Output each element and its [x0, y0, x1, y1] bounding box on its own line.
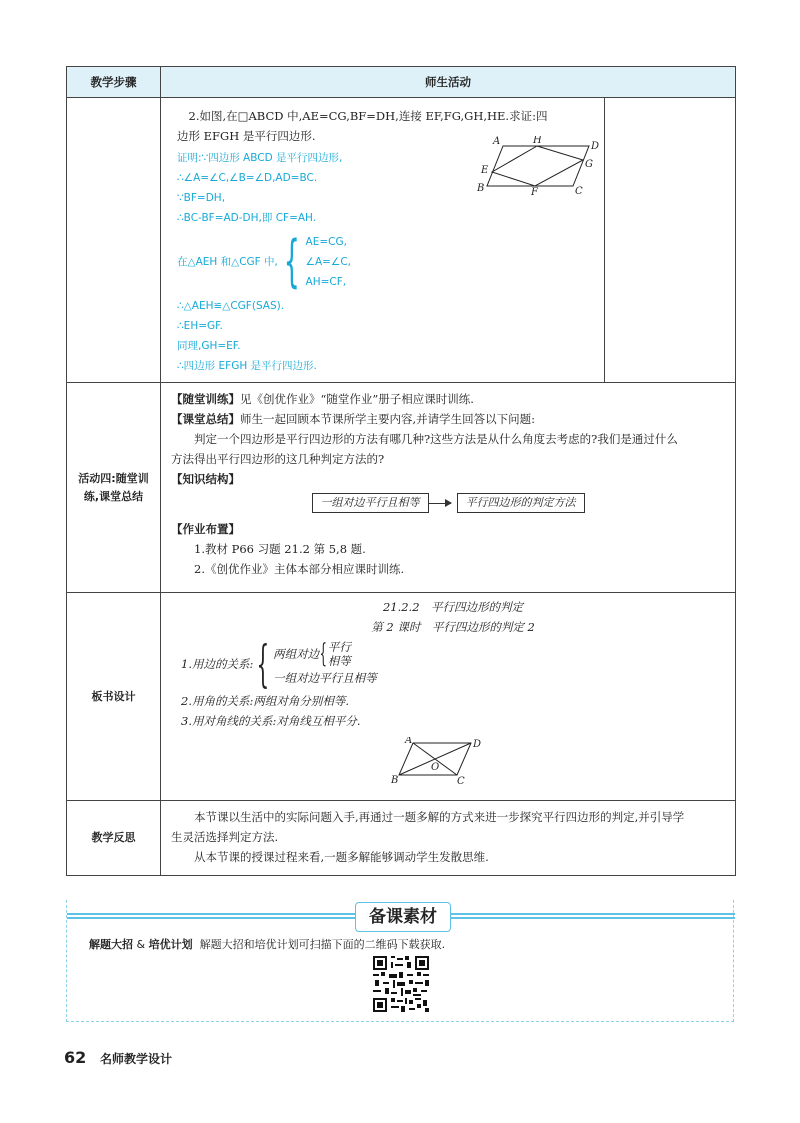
structure-arrow-icon: [429, 503, 451, 504]
parallelogram-diagonals-figure: [391, 737, 481, 785]
system-line: AH=CF,: [305, 276, 347, 288]
label-b: B: [477, 183, 485, 194]
proof-line: 证明:∵四边形 ABCD 是平行四边形,: [177, 152, 343, 164]
activity4-label: 活动四:随堂训练,课堂总结: [67, 383, 161, 592]
label-a: A: [493, 136, 501, 147]
header-activity: 师生活动: [425, 75, 471, 89]
system-prefix: 在△AEH 和△CGF 中,: [177, 256, 278, 268]
header-steps: 教学步骤: [67, 67, 161, 97]
question-line-2: 边形 EFGH 是平行四边形.: [177, 129, 316, 143]
parallelogram-efgh-figure: [477, 136, 601, 196]
sub-parallel: 平行: [327, 640, 351, 654]
qr-code-icon[interactable]: [373, 956, 429, 1012]
label-d: D: [473, 739, 481, 750]
label-e: E: [481, 165, 489, 176]
prep-description: 解题大招和培优计划可扫描下面的二维码下载获取.: [199, 938, 446, 951]
structure-box-condition: 一组对边平行且相等: [312, 493, 429, 513]
homework-item: 1.教材 P66 习题 21.2 第 5,8 题.: [194, 542, 366, 556]
left-brace: {: [283, 229, 300, 294]
board-item-3: 3.用对角线的关系:对角线互相平分.: [181, 714, 361, 728]
tree-brace: {: [256, 635, 270, 693]
prep-title: 备课素材: [355, 902, 451, 932]
question-line-1: 2.如图,在□ABCD 中,AE=CG,BF=DH,连接 EF,FG,GH,HE.求证:四: [188, 109, 548, 123]
board-content: [161, 593, 735, 800]
sub-brace: {: [319, 639, 328, 669]
structure-box-method: 平行四边形的判定方法: [457, 493, 585, 513]
proof-cell: [161, 98, 605, 382]
knowledge-structure: [171, 493, 725, 513]
item1-prefix: 1.用边的关系:: [181, 657, 254, 671]
proof-row: [67, 97, 735, 382]
homework-item: 2.《创优作业》主体本部分相应课时训练.: [194, 562, 405, 576]
label-a: A: [405, 737, 413, 746]
label-h: H: [533, 136, 542, 146]
system-line: AE=CG,: [305, 236, 347, 248]
practice-tag: 【随堂训练】: [171, 392, 240, 406]
page-number: 62: [64, 1048, 87, 1067]
proof-line: ∵BF=DH,: [177, 192, 226, 204]
reflection-line-2: 生灵活选择判定方法.: [171, 830, 279, 844]
system-line: ∠A=∠C,: [305, 256, 352, 268]
branch-one-pair: 一组对边平行且相等: [273, 671, 377, 685]
prep-label-1: 解题大招: [89, 938, 133, 951]
label-c: C: [575, 186, 583, 196]
proof-side-cell: [605, 98, 735, 382]
reflection-line-3: 从本节课的授课过程来看,一题多解能够调动学生发散思维.: [194, 850, 489, 864]
label-c: C: [457, 776, 465, 785]
summary-line: [171, 409, 725, 429]
summary-text: 师生一起回顾本节课所学主要内容,并请学生回答以下问题:: [240, 412, 536, 426]
summary-question-1: 判定一个四边形是平行四边形的方法有哪几种?这些方法是从什么角度去考虑的?我们是通过什么: [194, 432, 678, 446]
branch-two-pairs: 两组对边: [273, 647, 320, 661]
proof-line: ∴BC-BF=AD-DH,即 CF=AH.: [177, 212, 317, 224]
proof-line: ∴EH=GF.: [177, 320, 223, 332]
reflection-row: [67, 800, 735, 875]
activity4-row: [67, 382, 735, 592]
summary-tag: 【课堂总结】: [171, 412, 240, 426]
proof-line: ∴四边形 EFGH 是平行四边形.: [177, 360, 317, 372]
summary-question-2: 方法得出平行四边形的这几种判定方法的?: [171, 452, 385, 466]
proof-row-label: [67, 98, 161, 382]
side-relation-tree: [181, 637, 725, 691]
homework-tag: 【作业布置】: [171, 522, 240, 536]
board-title-2: 第 2 课时 平行四边形的判定 2: [371, 620, 535, 634]
sub-equal: 相等: [327, 654, 351, 668]
label-f: F: [531, 187, 538, 196]
board-title-1: 21.2.2 平行四边形的判定: [382, 600, 524, 614]
practice-text: 见《创优作业》“随堂作业”册子相应课时训练.: [240, 392, 474, 406]
proof-line: 同理,GH=EF.: [177, 340, 241, 352]
label-o: O: [431, 762, 440, 773]
practice-line: [171, 389, 725, 409]
prep-materials-box: [66, 900, 734, 1022]
label-d: D: [591, 141, 600, 152]
reflection-line-1: 本节课以生活中的实际问题入手,再通过一题多解的方式来进一步探究平行四边形的判定,并引导学: [194, 810, 685, 824]
proof-line: ∴△AEH≌△CGF(SAS).: [177, 300, 285, 312]
board-item-2: 2.用角的关系:两组对角分别相等.: [181, 694, 350, 708]
book-title: 名师教学设计: [100, 1052, 173, 1066]
activity4-content: [161, 383, 735, 592]
prep-label-2: 培优计划: [148, 938, 193, 951]
prep-amp: &: [136, 938, 146, 951]
board-row: [67, 592, 735, 800]
congruence-system: [177, 230, 594, 294]
lesson-table: [66, 66, 736, 876]
structure-tag: 【知识结构】: [171, 472, 240, 486]
prep-text: [89, 936, 445, 952]
reflection-content: [161, 801, 735, 875]
label-b: B: [391, 775, 399, 785]
reflection-label: 教学反思: [67, 801, 161, 875]
board-label: 板书设计: [67, 593, 161, 800]
table-header: [67, 67, 735, 97]
proof-line: ∴∠A=∠C,∠B=∠D,AD=BC.: [177, 172, 318, 184]
label-g: G: [585, 159, 593, 170]
